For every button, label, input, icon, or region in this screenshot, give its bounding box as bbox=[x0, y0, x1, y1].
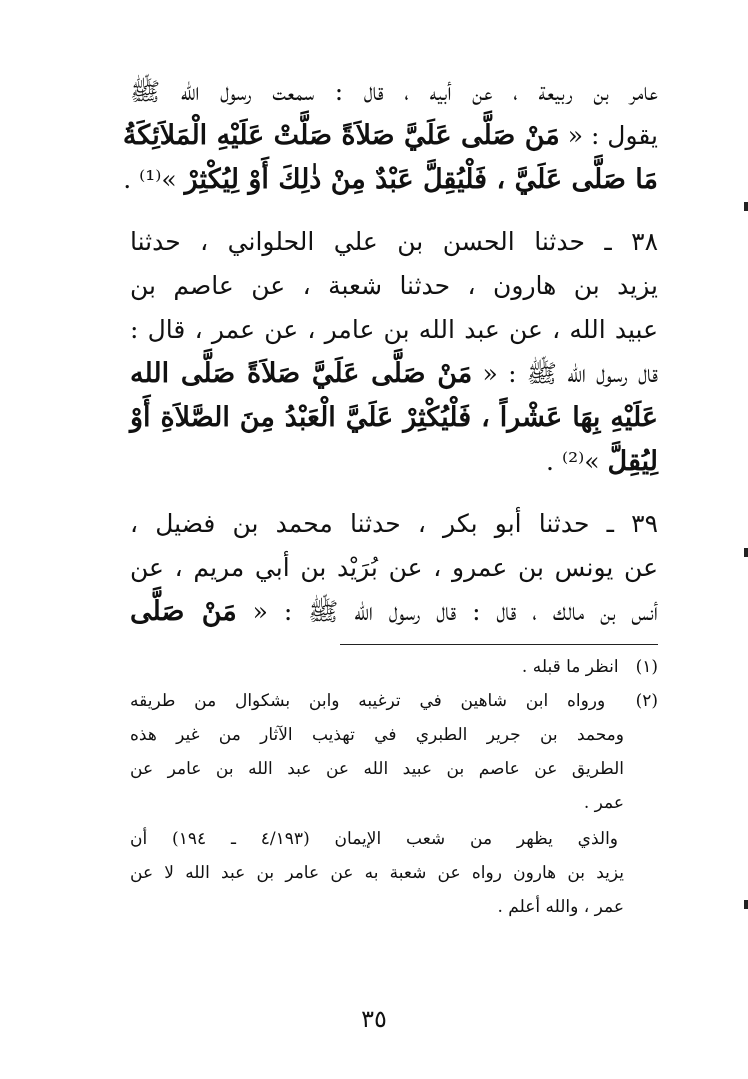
hadith-text: عَلَيْهِ بِهَا عَشْراً ، فَلْيُكْثِرْ عَلَيَّ الْعَبْدُ مِنَ الصَّلاَةِ أَوْ bbox=[130, 402, 658, 433]
footnote-line bbox=[130, 718, 658, 752]
hadith-text: مَنْ صَلَّى عَلَيَّ صَلاَةً صَلَّى الله bbox=[130, 358, 473, 389]
hadith-text: لِيُقِلَّ bbox=[607, 446, 658, 477]
footnote-line bbox=[130, 822, 658, 856]
edge-mark bbox=[744, 202, 748, 211]
line-plain: عن يونس بن عمرو ، عن بُرَيْد بن أبي مريم ، عن bbox=[130, 553, 658, 582]
footnote-text: عمر . bbox=[583, 793, 624, 813]
text-line bbox=[130, 352, 658, 396]
footnote-divider bbox=[340, 644, 658, 645]
page-number: ٣٥ bbox=[361, 1005, 387, 1033]
footnote-text: انظر ما قبله . bbox=[521, 657, 619, 677]
line-plain: ٣٩ ـ حدثنا أبو بكر ، حدثنا محمد بن فضيل ، bbox=[130, 509, 658, 538]
text-line bbox=[130, 70, 658, 114]
text-line bbox=[130, 308, 658, 352]
hadith-text: مَنْ صَلَّى bbox=[130, 596, 237, 627]
line-plain: قال رسول الله ﷺ : « bbox=[472, 359, 658, 388]
footnote-text: والذي يظهر من شعب الإيمان (٤/١٩٣ ـ ١٩٤) أن bbox=[130, 829, 619, 849]
text-line bbox=[123, 158, 658, 202]
footnote-text: الطريق عن عاصم بن عبيد الله عن عبد الله بن عامر عن bbox=[130, 759, 624, 779]
line-plain: يزيد بن هارون ، حدثنا شعبة ، عن عاصم بن bbox=[130, 271, 658, 300]
footnote-text: ورواه ابن شاهين في ترغيبه وابن بشكوال من طريقه bbox=[130, 691, 606, 711]
footnote-ref: »⁽¹⁾ . bbox=[123, 165, 185, 194]
footnote-line bbox=[130, 650, 658, 684]
line-plain: عبيد الله ، عن عبد الله بن عامر ، عن عمر ، قال : bbox=[130, 315, 658, 344]
line-plain: ٣٨ ـ حدثنا الحسن بن علي الحلواني ، حدثنا bbox=[130, 227, 658, 256]
text-line bbox=[130, 220, 658, 264]
footnote-text: ومحمد بن جرير الطبري في تهذيب الآثار من غير هذه bbox=[130, 725, 624, 745]
footnote-number: (٢) bbox=[635, 691, 659, 711]
text-line bbox=[130, 396, 658, 440]
line-plain: عامر بن ربيعة ، عن أبيه ، قال : سمعت رسول الله ﷺ bbox=[130, 77, 658, 106]
footnote-ref: »⁽²⁾ . bbox=[546, 447, 608, 476]
footnote-number: (١) bbox=[635, 657, 658, 677]
edge-mark bbox=[744, 900, 748, 909]
footnote-line bbox=[130, 684, 658, 718]
text-line bbox=[130, 590, 658, 634]
text-line bbox=[130, 546, 658, 590]
text-line bbox=[122, 114, 658, 158]
footnote-line bbox=[130, 890, 658, 924]
text-line bbox=[130, 502, 658, 546]
line-plain: يقول : « bbox=[559, 121, 658, 150]
edge-mark bbox=[744, 548, 748, 557]
hadith-text: مَا صَلَّى عَلَيَّ ، فَلْيُقِلَّ عَبْدٌ مِنْ ذٰلِكَ أَوْ لِيُكْثِرْ bbox=[184, 164, 658, 195]
footnote-text: عمر ، والله أعلم . bbox=[497, 897, 624, 917]
line-plain: أنس بن مالك ، قال : قال رسول الله ﷺ : « bbox=[236, 597, 658, 626]
footnote-line bbox=[130, 752, 658, 786]
text-line bbox=[130, 440, 658, 484]
footnote-line bbox=[130, 856, 658, 890]
text-line bbox=[130, 264, 658, 308]
hadith-text: مَنْ صَلَّى عَلَيَّ صَلاَةً صَلَّتْ عَلَيْهِ الْمَلاَئِكَةُ bbox=[122, 120, 560, 151]
footnote-text: يزيد بن هارون رواه عن شعبة به عن عامر بن عبد الله لا عن bbox=[130, 863, 624, 883]
footnote-line bbox=[130, 786, 658, 820]
